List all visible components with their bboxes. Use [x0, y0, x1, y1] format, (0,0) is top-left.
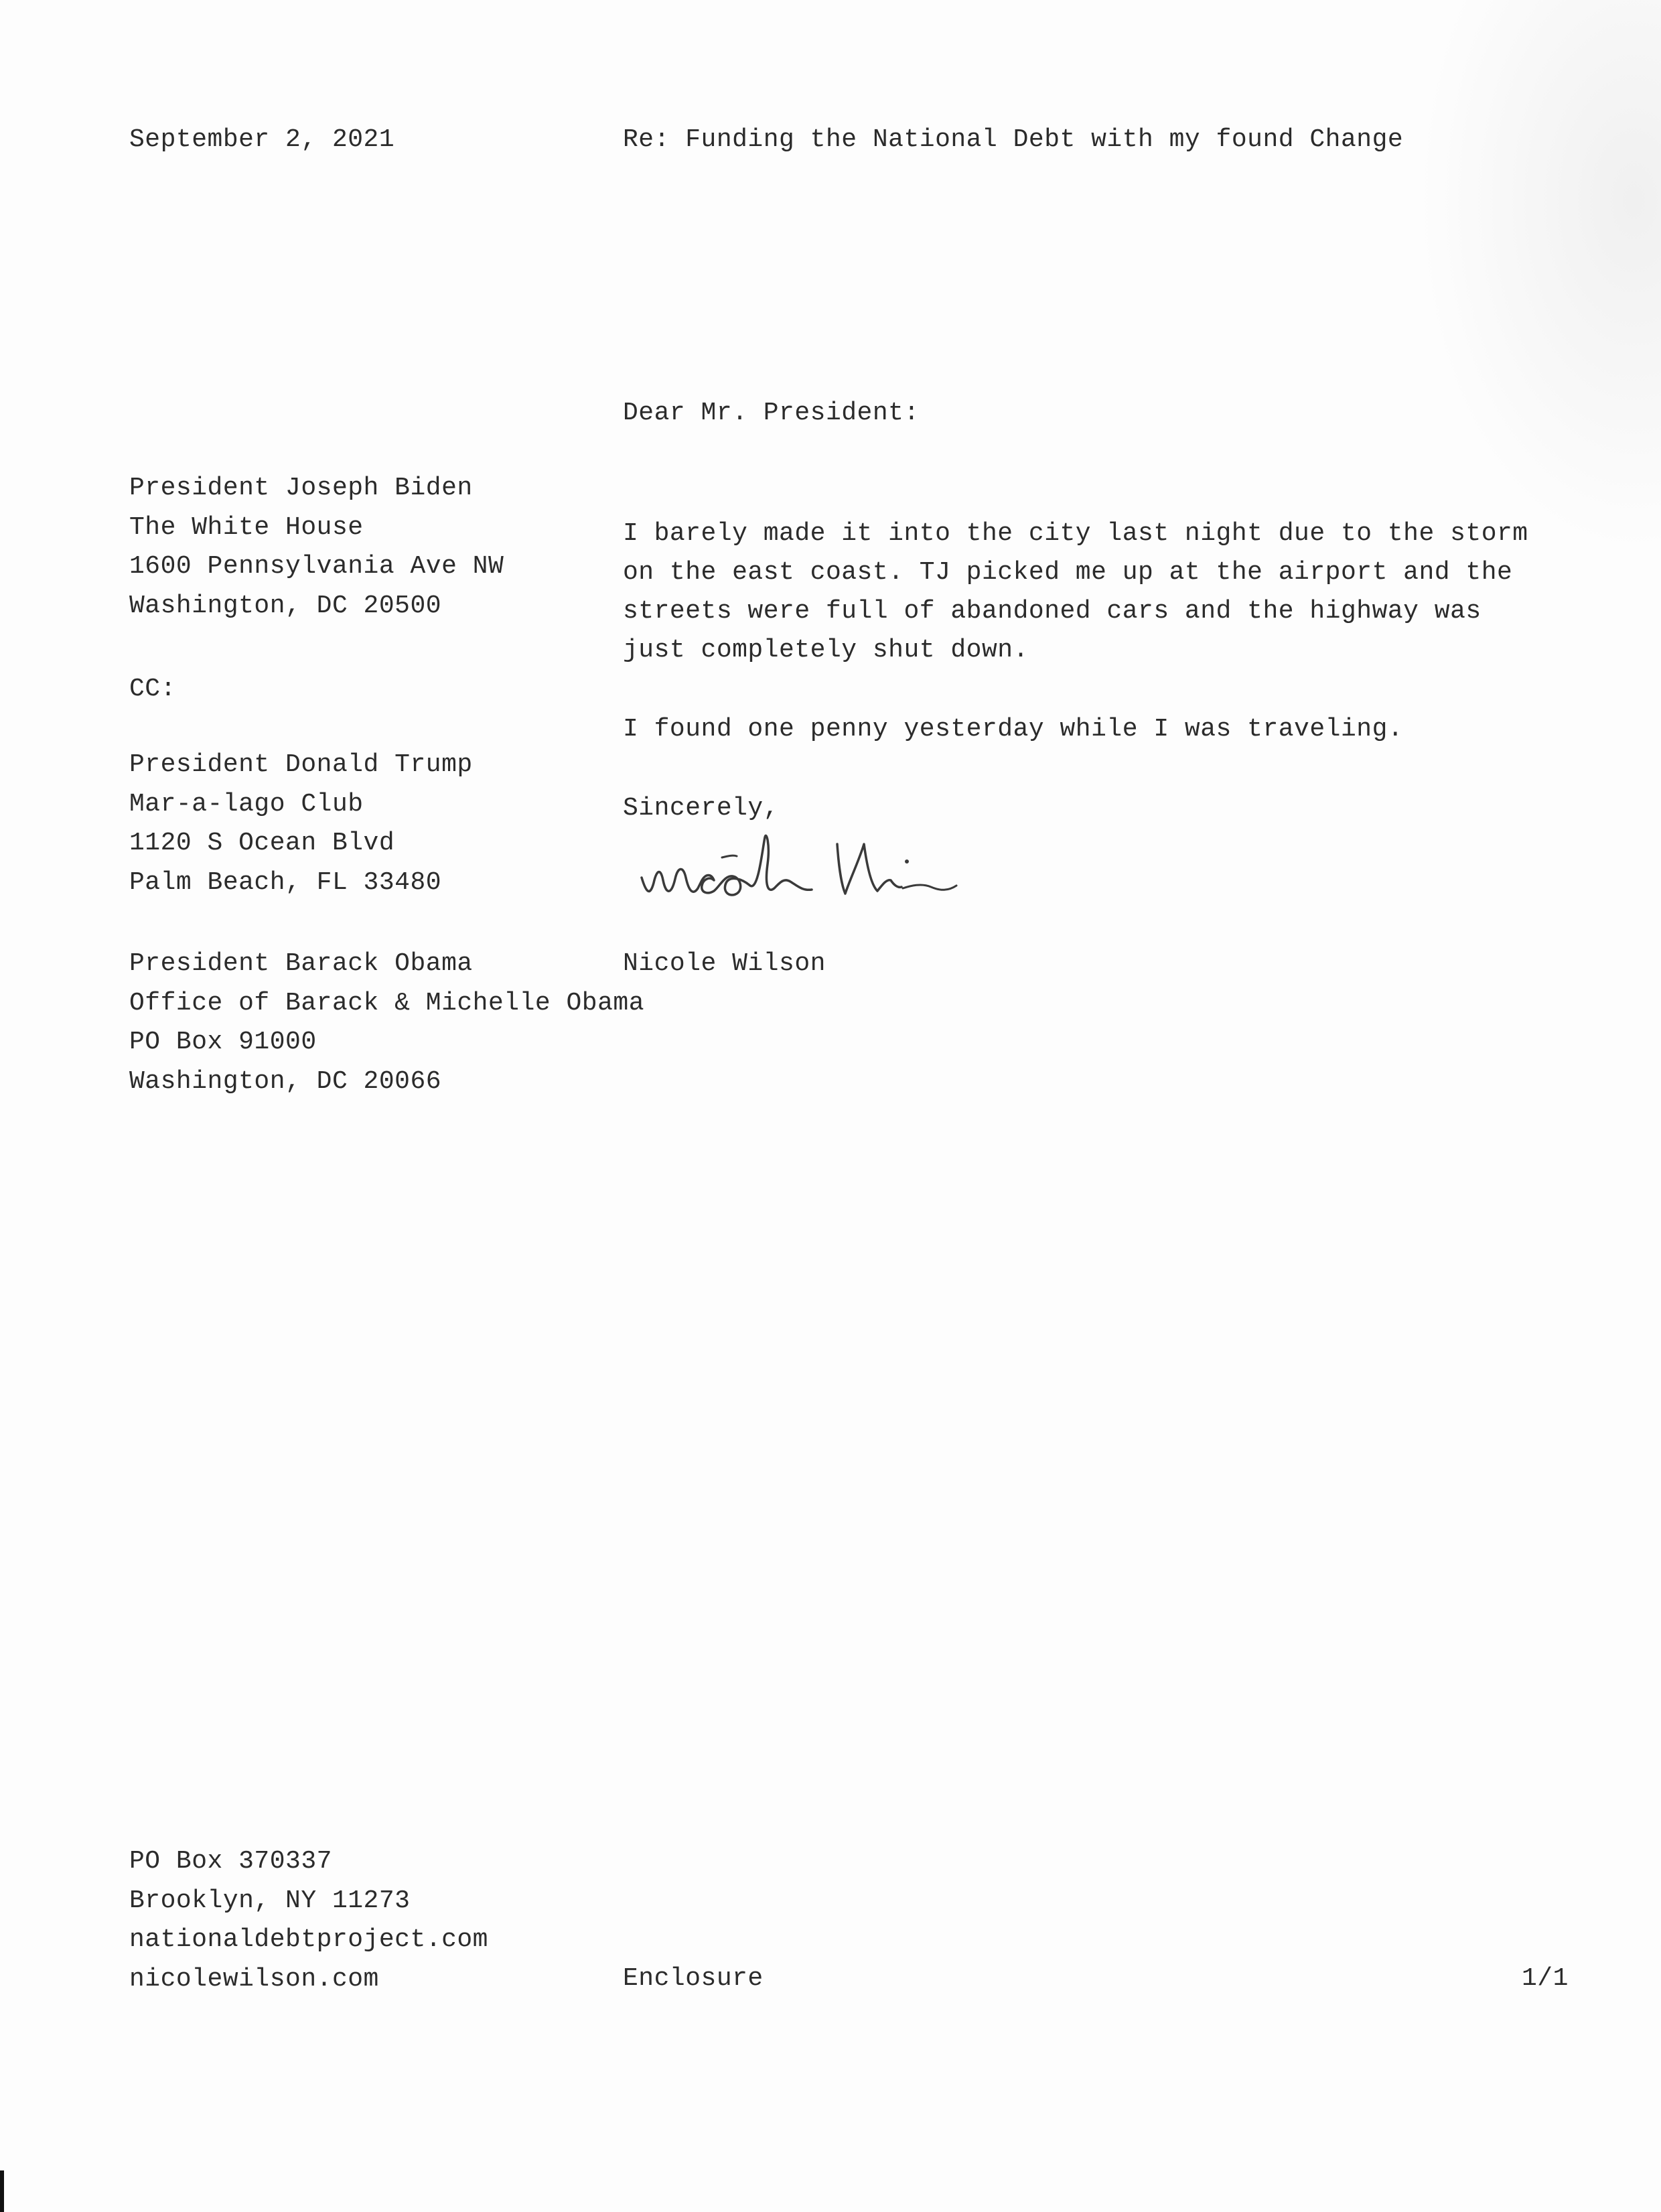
cc-recipient-name: President Barack Obama: [129, 949, 473, 978]
sender-website-link[interactable]: nicolewilson.com: [129, 1964, 379, 1994]
salutation: Dear Mr. President:: [623, 399, 920, 427]
cc-address-line: Mar-a-lago Club: [129, 789, 364, 819]
recipient-address-line: The White House: [129, 512, 364, 542]
cc-recipient-name: President Donald Trump: [129, 750, 473, 779]
body-paragraph: I barely made it into the city last night due to the storm on the east coast. TJ picked me up at the airport and the streets were full of abandoned cars and the highway was just completely shut down.: [623, 519, 1528, 665]
sender-address-line: Brooklyn, NY 11273: [129, 1886, 411, 1915]
cc-label: CC:: [129, 675, 176, 703]
cc-recipient-address: [129, 746, 473, 902]
handwritten-signature: [636, 824, 985, 904]
sender-address: [129, 1842, 488, 1999]
recipient-address: [129, 469, 504, 626]
signer-name: Nicole Wilson: [623, 949, 826, 978]
cc-address-line: PO Box 91000: [129, 1028, 317, 1056]
cc-address-line: Office of Barack & Michelle Obama: [129, 988, 645, 1018]
cc-address-line: Washington, DC 20066: [129, 1066, 442, 1096]
letter-date: September 2, 2021: [129, 125, 395, 154]
recipient-address-line: Washington, DC 20500: [129, 591, 442, 620]
body-paragraph: I found one penny yesterday while I was traveling.: [623, 715, 1404, 744]
page-number: 1/1: [1522, 1964, 1569, 1993]
scan-edge-mark: [0, 2170, 4, 2212]
cc-address-line: Palm Beach, FL 33480: [129, 868, 442, 897]
closing: Sincerely,: [623, 794, 780, 823]
cc-recipient-address: [129, 945, 644, 1101]
enclosure-note: Enclosure: [623, 1964, 764, 1993]
recipient-address-line: 1600 Pennsylvania Ave NW: [129, 552, 504, 581]
sender-website-link[interactable]: nationaldebtproject.com: [129, 1925, 488, 1954]
sender-address-line: PO Box 370337: [129, 1847, 332, 1876]
cc-address-line: 1120 S Ocean Blvd: [129, 829, 395, 857]
recipient-name: President Joseph Biden: [129, 474, 473, 502]
letter-subject: Re: Funding the National Debt with my found Change: [623, 125, 1404, 154]
